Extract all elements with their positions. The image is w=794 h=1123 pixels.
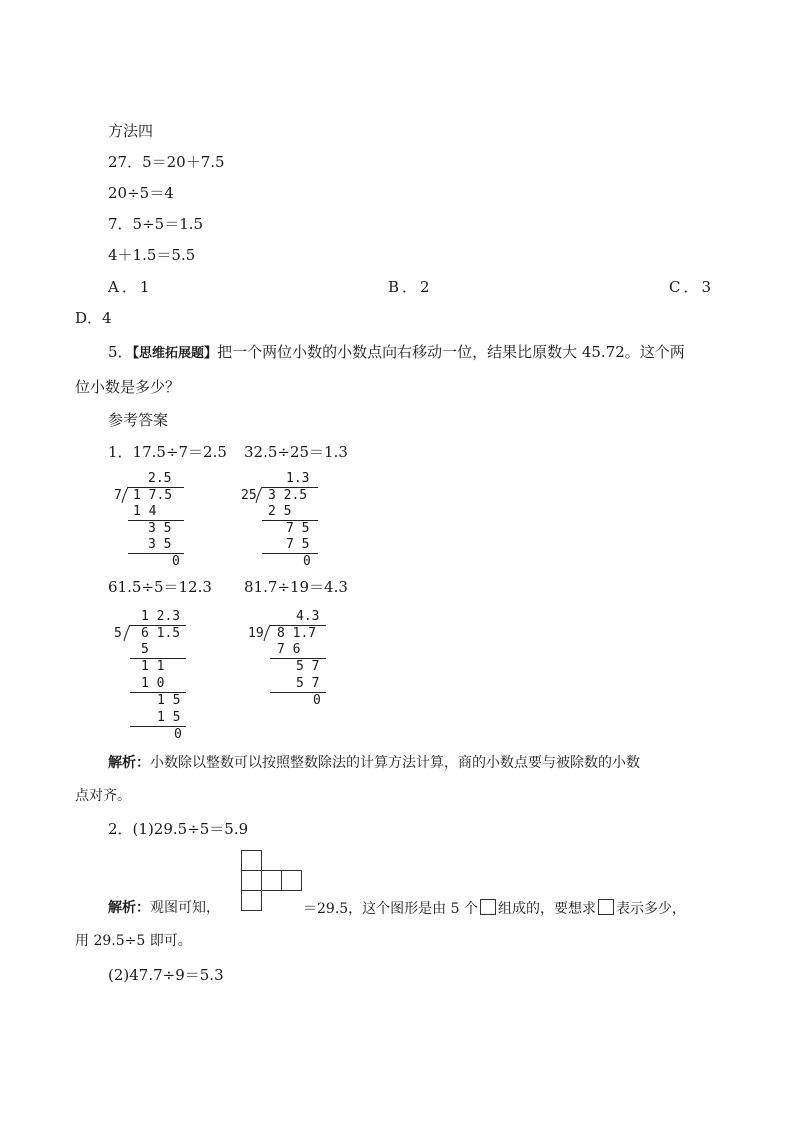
analysis-text: 组成的，要想求 (497, 901, 596, 917)
step: 1 4 (133, 504, 157, 519)
unit-square-inline (598, 899, 614, 915)
question-tag: 【思维拓展题】 (132, 346, 218, 361)
unit-square (241, 850, 262, 871)
analysis-label: 解析： (108, 755, 150, 771)
equation-line: 4＋1.5＝5.5 (108, 246, 196, 264)
dividend: 6 1.5 (141, 626, 181, 641)
analysis-text: 表示多少， (615, 901, 686, 917)
dividend: 3 2.5 (268, 488, 308, 503)
remainder: 0 (174, 727, 182, 742)
dividend: 1 7.5 (133, 488, 173, 503)
question-number: 5． (108, 343, 133, 361)
division-bracket (124, 625, 132, 641)
answer-equation: 81.7÷19＝4.3 (244, 578, 348, 596)
analysis-text: 小数除以整数可以按照整数除法的计算方法计算，商的小数点要与被除数的小数 (150, 755, 640, 771)
method-title: 方法四 (108, 122, 154, 140)
step: 7 5 (286, 521, 310, 536)
option-d: D．4 (75, 309, 112, 327)
remainder: 0 (303, 554, 311, 569)
analysis-2-line2: 用 29.5÷5 即可。 (75, 933, 192, 949)
equation-line: 7．5÷5＝1.5 (108, 215, 204, 233)
step: 1 5 (157, 693, 181, 708)
analysis-2-mid (303, 899, 686, 918)
answer-equation: 1．17.5÷7＝2.5 (108, 443, 227, 461)
analysis-2-pre (108, 899, 220, 917)
analysis-text: 观图可知， (150, 900, 220, 916)
quotient: 1 2.3 (141, 609, 181, 624)
remainder: 0 (172, 554, 180, 569)
quotient: 4.3 (296, 609, 320, 624)
step: 5 7 (296, 676, 320, 691)
dividend: 8 1.7 (277, 626, 317, 641)
unit-square (241, 890, 262, 911)
division-bracket (264, 625, 272, 641)
unit-square (261, 870, 282, 891)
answer-equation: (2)47.7÷9＝5.3 (108, 966, 224, 984)
step: 5 7 (296, 659, 320, 674)
step: 1 5 (157, 710, 181, 725)
unit-square (281, 870, 302, 891)
question-5-line1 (108, 343, 685, 363)
step: 7 6 (277, 642, 301, 657)
analysis-text: ＝29.5，这个图形是由 5 个 (303, 901, 478, 917)
divisor: 7 (114, 488, 122, 503)
question-text: 把一个两位小数的小数点向右移动一位，结果比原数大 45.72。这个两 (217, 343, 685, 361)
quotient: 1.3 (286, 471, 310, 486)
analysis-label: 解析： (108, 900, 150, 916)
division-bracket (122, 487, 130, 503)
equation-line: 20÷5＝4 (108, 184, 174, 202)
divisor: 25 (241, 488, 257, 503)
unit-square (241, 870, 262, 891)
option-a: A．1 (108, 278, 153, 296)
step: 1 1 (141, 659, 165, 674)
answer-equation: 2．(1)29.5÷5＝5.9 (108, 820, 249, 838)
step: 5 (141, 642, 149, 657)
analysis-1-line2: 点对齐。 (75, 788, 131, 804)
step: 3 5 (148, 521, 172, 536)
step: 2 5 (268, 504, 292, 519)
option-c: C．3 (669, 278, 715, 296)
option-b: B．2 (388, 278, 433, 296)
quotient: 2.5 (148, 471, 172, 486)
divisor: 5 (114, 626, 122, 641)
step: 7 5 (286, 537, 310, 552)
unit-square-inline (480, 899, 496, 915)
answer-equation: 61.5÷5＝12.3 (108, 578, 212, 596)
answer-equation: 32.5÷25＝1.3 (244, 443, 348, 461)
divisor: 19 (248, 626, 264, 641)
remainder: 0 (313, 693, 321, 708)
analysis-1 (108, 754, 640, 772)
step: 1 0 (141, 676, 165, 691)
question-5-line2: 位小数是多少？ (75, 378, 181, 396)
equation-line: 27．5＝20＋7.5 (108, 153, 225, 171)
division-bracket (256, 487, 264, 503)
step: 3 5 (148, 537, 172, 552)
answer-title: 参考答案 (108, 411, 169, 429)
